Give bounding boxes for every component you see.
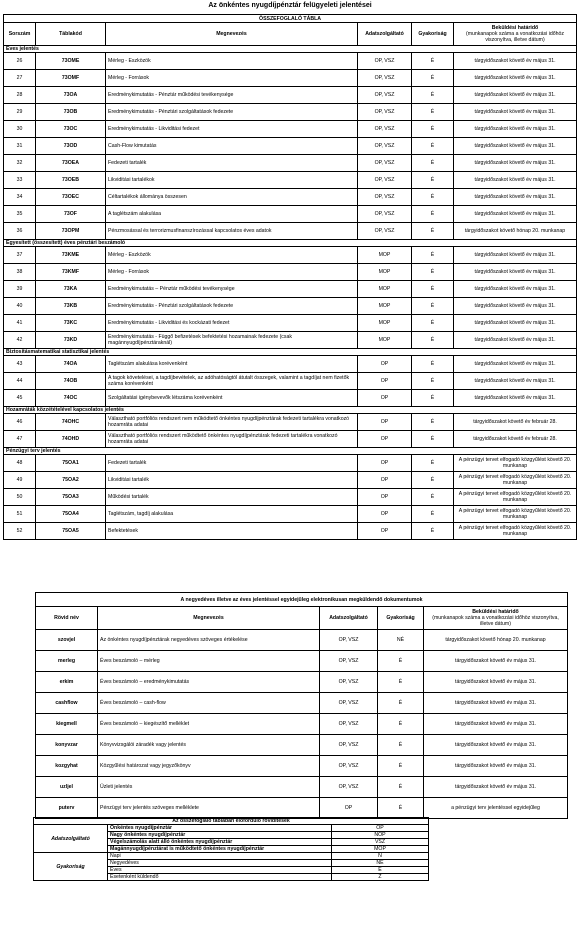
table-row <box>36 651 568 672</box>
deadline: tárgyidőszakot követő év május 31. <box>424 693 568 714</box>
document-description: Éves beszámoló – cash-flow <box>98 693 320 714</box>
col-header: Táblakód <box>36 23 106 46</box>
row-description: Taglétszám alakulása korévenként <box>106 356 358 373</box>
table-code: 75OA1 <box>36 455 106 472</box>
row-description: Cash-Flow kimutatás <box>106 138 358 155</box>
frequency: NÉ <box>378 630 424 651</box>
table-code: 75OA5 <box>36 523 106 540</box>
abbrev-meaning: Éves <box>108 867 332 874</box>
deadline: tárgyidőszakot követő év február 28. <box>454 431 577 448</box>
summary-table <box>3 14 577 540</box>
frequency: É <box>412 223 454 240</box>
deadline: tárgyidőszakot követő év május 31. <box>454 189 577 206</box>
abbrev-meaning: Magánnyugdíjpénztárat is működtető önkéntes nyugdíjpénztár <box>108 846 332 853</box>
table-row <box>4 223 577 240</box>
table-row <box>4 414 577 431</box>
row-description: Eredménykimutatás - Likviditási és kockázati fedezet <box>106 315 358 332</box>
data-provider: OP, VSZ <box>358 104 412 121</box>
table-code: 73OD <box>36 138 106 155</box>
table-row <box>4 121 577 138</box>
frequency: É <box>378 714 424 735</box>
deadline: tárgyidőszakot követő év május 31. <box>424 651 568 672</box>
table-row <box>36 777 568 798</box>
data-provider: OP, VSZ <box>358 121 412 138</box>
row-number: 35 <box>4 206 36 223</box>
page-title: Az önkéntes nyugdíjpénztár felügyeleti jelentései <box>208 2 372 9</box>
deadline: tárgyidőszakot követő év május 31. <box>454 247 577 264</box>
deadline: tárgyidőszakot követő hónap 20. munkanap <box>424 630 568 651</box>
data-provider: OP, VSZ <box>358 189 412 206</box>
row-number: 41 <box>4 315 36 332</box>
deadline: tárgyidőszakot követő év május 31. <box>454 281 577 298</box>
row-description: Likviditási tartalék <box>106 472 358 489</box>
table-code: 74OHC <box>36 414 106 431</box>
row-number: 28 <box>4 87 36 104</box>
deadline: A pénzügyi tervet elfogadó közgyűlést követő 20. munkanap <box>454 506 577 523</box>
table-row <box>4 315 577 332</box>
document-description: Közgyűlési határozat vagy jegyzőkönyv <box>98 756 320 777</box>
col-header: Megnevezés <box>98 607 320 630</box>
data-provider: OP, VSZ <box>358 223 412 240</box>
table-code: 73KMF <box>36 264 106 281</box>
abbrev-code: OP <box>332 825 429 832</box>
data-provider: OP, VSZ <box>320 714 378 735</box>
row-description: Fedezeti tartalék <box>106 155 358 172</box>
row-description: Mérleg - Források <box>106 264 358 281</box>
row-number: 47 <box>4 431 36 448</box>
col-header-deadline <box>454 23 577 46</box>
frequency: É <box>412 506 454 523</box>
data-provider: MOP <box>358 298 412 315</box>
deadline: a pénzügyi terv jelentéssel egyidejűleg <box>424 798 568 819</box>
deadline: A pénzügyi tervet elfogadó közgyűlést követő 20. munkanap <box>454 523 577 540</box>
table-row <box>36 798 568 819</box>
table-row <box>4 70 577 87</box>
deadline: tárgyidőszakot követő év február 28. <box>454 414 577 431</box>
frequency: É <box>378 777 424 798</box>
col-header: Gyakoriság <box>412 23 454 46</box>
row-description: Eredménykimutatás - Pénztár működési tevékenysége <box>106 87 358 104</box>
section-row <box>4 240 577 247</box>
frequency: É <box>412 70 454 87</box>
section-row <box>4 448 577 455</box>
deadline: tárgyidőszakot követő év május 31. <box>454 104 577 121</box>
table-code: 73KD <box>36 332 106 349</box>
row-description: Fedezeti tartalék <box>106 455 358 472</box>
deadline: tárgyidőszakot követő év május 31. <box>454 70 577 87</box>
document-description: Az önkéntes nyugdíjpénztárak negyedéves szöveges értékelése <box>98 630 320 651</box>
row-description: Választható portfóliós rendszert nem működtető önkéntes nyugdíjpénztárak fedezeti tartalékra vonatkozó hozamráta adatai <box>106 414 358 431</box>
section-row <box>4 407 577 414</box>
table-row <box>4 189 577 206</box>
deadline: A pénzügyi tervet elfogadó közgyűlést követő 20. munkanap <box>454 489 577 506</box>
documents-title: A negyedéves illetve az éves jelentéssel egyidejűleg elektronikusan megküldendő dokumentumok <box>36 593 568 607</box>
deadline: tárgyidőszakot követő év május 31. <box>424 714 568 735</box>
table-code: 73OEA <box>36 155 106 172</box>
table-row <box>4 373 577 390</box>
deadline: tárgyidőszakot követő év május 31. <box>424 756 568 777</box>
frequency: É <box>378 756 424 777</box>
data-provider: OP, VSZ <box>320 630 378 651</box>
frequency: É <box>412 138 454 155</box>
abbrev-meaning: Negyedéves <box>108 860 332 867</box>
deadline: tárgyidőszakot követő év május 31. <box>424 735 568 756</box>
row-description: Eredménykimutatás - Függő befizetések befektetési hozamainak fedezete (csak magánnyugdíjpénztáraknál) <box>106 332 358 349</box>
frequency: É <box>412 281 454 298</box>
section-label: Biztosításmatematikai statisztikai jelentés <box>4 349 577 356</box>
col-header: Megnevezés <box>106 23 358 46</box>
table-row <box>4 431 577 448</box>
row-number: 37 <box>4 247 36 264</box>
frequency: É <box>412 390 454 407</box>
table-row <box>36 693 568 714</box>
row-description: Taglétszám, tagdíj alakulása <box>106 506 358 523</box>
frequency: É <box>412 172 454 189</box>
deadline: tárgyidőszakot követő év május 31. <box>454 172 577 189</box>
data-provider: OP <box>358 373 412 390</box>
row-number: 31 <box>4 138 36 155</box>
table-code: 74OB <box>36 373 106 390</box>
frequency: É <box>412 87 454 104</box>
deadline-header-note: (munkanapok száma a vonatkozási időhöz viszonyítva, illetve dátum) <box>465 31 565 43</box>
table-row <box>36 630 568 651</box>
table-row <box>4 390 577 407</box>
deadline: tárgyidőszakot követő év május 31. <box>454 298 577 315</box>
abbreviations-title: Az összefoglaló táblában előforduló rövidítések <box>34 818 429 825</box>
section-label: Hozamráták közzétételével kapcsolatos jelentés <box>4 407 577 414</box>
row-number: 45 <box>4 390 36 407</box>
table-code: 73OMF <box>36 70 106 87</box>
table-row <box>4 247 577 264</box>
row-number: 30 <box>4 121 36 138</box>
col-header: Gyakoriság <box>378 607 424 630</box>
row-description: Működési tartalék <box>106 489 358 506</box>
row-number: 36 <box>4 223 36 240</box>
section-row <box>4 349 577 356</box>
short-name: szovjel <box>36 630 98 651</box>
col-header-deadline <box>424 607 568 630</box>
table-code: 73OPM <box>36 223 106 240</box>
table-row <box>4 506 577 523</box>
row-number: 38 <box>4 264 36 281</box>
frequency: É <box>412 155 454 172</box>
row-number: 27 <box>4 70 36 87</box>
row-description: A tagok követelései, a tagdíjbevételek, az adóhatóságtól átutalt összegek, valamint a tagdíjat nem fizetők száma korévenként <box>106 373 358 390</box>
section-label: Pénzügyi terv jelentés <box>4 448 577 455</box>
row-description: Pénzmosással és terrorizmusfinanszírozással kapcsolatos éves adatok <box>106 223 358 240</box>
data-provider: OP <box>358 506 412 523</box>
frequency: É <box>412 53 454 70</box>
document-description: Pénzügyi terv jelentés szöveges melléklete <box>98 798 320 819</box>
group-label: Gyakoriság <box>34 853 108 881</box>
row-number: 29 <box>4 104 36 121</box>
abbrev-code: VSZ <box>332 839 429 846</box>
deadline-header-label: Beküldési határidő <box>491 25 539 31</box>
data-provider: OP <box>358 455 412 472</box>
frequency: É <box>378 735 424 756</box>
row-description: Befektetések <box>106 523 358 540</box>
abbrev-code: Z <box>332 874 429 881</box>
data-provider: OP, VSZ <box>358 138 412 155</box>
deadline: tárgyidőszakot követő év május 31. <box>454 121 577 138</box>
table-code: 73OF <box>36 206 106 223</box>
table-row <box>4 104 577 121</box>
abbrev-code: NÉ <box>332 860 429 867</box>
frequency: É <box>412 121 454 138</box>
row-number: 49 <box>4 472 36 489</box>
deadline: tárgyidőszakot követő hónap 20. munkanap <box>454 223 577 240</box>
short-name: puterv <box>36 798 98 819</box>
row-number: 42 <box>4 332 36 349</box>
deadline: A pénzügyi tervet elfogadó közgyűlést követő 20. munkanap <box>454 472 577 489</box>
short-name: merleg <box>36 651 98 672</box>
row-description: Szolgáltatási igénybevevők létszáma korévenként <box>106 390 358 407</box>
data-provider: OP, VSZ <box>320 735 378 756</box>
data-provider: OP <box>358 431 412 448</box>
deadline: tárgyidőszakot követő év május 31. <box>454 206 577 223</box>
short-name: kiegmell <box>36 714 98 735</box>
row-description: Eredménykimutatás - Likviditási fedezet <box>106 121 358 138</box>
frequency: É <box>412 264 454 281</box>
row-description: Mérleg - Eszközök <box>106 247 358 264</box>
data-provider: OP, VSZ <box>358 206 412 223</box>
row-description: Mérleg - Eszközök <box>106 53 358 70</box>
frequency: É <box>412 298 454 315</box>
document-description: Éves beszámoló – kiegészítő melléklet <box>98 714 320 735</box>
frequency: É <box>412 455 454 472</box>
row-number: 46 <box>4 414 36 431</box>
row-description: A taglétszám alakulása <box>106 206 358 223</box>
frequency: É <box>412 414 454 431</box>
row-description: Céltartalékok állománya összesen <box>106 189 358 206</box>
data-provider: MOP <box>358 247 412 264</box>
data-provider: MOP <box>358 264 412 281</box>
table-row <box>4 332 577 349</box>
frequency: É <box>412 489 454 506</box>
deadline: tárgyidőszakot követő év május 31. <box>454 138 577 155</box>
data-provider: MOP <box>358 315 412 332</box>
frequency: É <box>378 651 424 672</box>
table-code: 73OEC <box>36 189 106 206</box>
table-row <box>4 172 577 189</box>
abbrev-code: MOP <box>332 846 429 853</box>
data-provider: OP, VSZ <box>320 693 378 714</box>
document-description: Üzleti jelentés <box>98 777 320 798</box>
section-label: Éves jelentés <box>4 46 577 53</box>
table-code: 73KA <box>36 281 106 298</box>
row-description: Likviditási tartalékok <box>106 172 358 189</box>
table-row <box>4 523 577 540</box>
frequency: É <box>378 672 424 693</box>
table-row <box>36 756 568 777</box>
frequency: É <box>412 189 454 206</box>
table-row <box>4 281 577 298</box>
table-row <box>34 825 429 832</box>
deadline: A pénzügyi tervet elfogadó közgyűlést követő 20. munkanap <box>454 455 577 472</box>
row-description: Mérleg - Források <box>106 70 358 87</box>
frequency: É <box>378 693 424 714</box>
row-description: Választható portfóliós rendszert működtető önkéntes nyugdíjpénztárak fedezeti tartalékra vonatkozó hozamráta adatai <box>106 431 358 448</box>
deadline: tárgyidőszakot követő év május 31. <box>424 672 568 693</box>
data-provider: OP, VSZ <box>358 172 412 189</box>
deadline: tárgyidőszakot követő év május 31. <box>454 373 577 390</box>
section-label: Egyesített (összesített) éves pénztári beszámoló <box>4 240 577 247</box>
table-code: 73KB <box>36 298 106 315</box>
document-description: Éves beszámoló – mérleg <box>98 651 320 672</box>
frequency: É <box>412 373 454 390</box>
row-number: 50 <box>4 489 36 506</box>
row-description: Eredménykimutatás - Pénztári szolgáltatások fedezete <box>106 298 358 315</box>
table-code: 75OA2 <box>36 472 106 489</box>
short-name: kozgyhat <box>36 756 98 777</box>
data-provider: OP, VSZ <box>320 777 378 798</box>
table-row <box>4 298 577 315</box>
table-code: 73OA <box>36 87 106 104</box>
table-code: 75OA3 <box>36 489 106 506</box>
frequency: É <box>412 315 454 332</box>
table-row <box>36 714 568 735</box>
section-row <box>4 46 577 53</box>
table-code: 74OHD <box>36 431 106 448</box>
deadline-header-label: Beküldési határidő <box>472 609 519 615</box>
deadline: tárgyidőszakot követő év május 31. <box>454 87 577 104</box>
table-row <box>36 672 568 693</box>
data-provider: OP, VSZ <box>358 87 412 104</box>
frequency: É <box>412 431 454 448</box>
abbrev-meaning: Végelszámolás alatt álló önkéntes nyugdíjpénztár <box>108 839 332 846</box>
row-number: 26 <box>4 53 36 70</box>
table-row <box>4 455 577 472</box>
table-code: 73OC <box>36 121 106 138</box>
table-row <box>34 853 429 860</box>
row-number: 43 <box>4 356 36 373</box>
frequency: É <box>412 247 454 264</box>
frequency: É <box>412 523 454 540</box>
data-provider: OP, VSZ <box>320 672 378 693</box>
abbreviations-table <box>33 817 429 881</box>
col-header: Rövid név <box>36 607 98 630</box>
document-description: Éves beszámoló – eredménykimutatás <box>98 672 320 693</box>
row-number: 34 <box>4 189 36 206</box>
short-name: cashflow <box>36 693 98 714</box>
summary-title: ÖSSZEFOGLALÓ TÁBLA <box>4 15 577 23</box>
data-provider: OP <box>320 798 378 819</box>
table-row <box>4 155 577 172</box>
deadline: tárgyidőszakot követő év május 31. <box>454 390 577 407</box>
abbrev-meaning: Esetenként küldendő <box>108 874 332 881</box>
abbrev-meaning: Önkéntes nyugdíjpénztár <box>108 825 332 832</box>
row-description: Eredménykimutatás - Pénztári szolgáltatások fedezete <box>106 104 358 121</box>
data-provider: OP, VSZ <box>358 155 412 172</box>
table-code: 73OME <box>36 53 106 70</box>
data-provider: OP <box>358 489 412 506</box>
table-row <box>4 53 577 70</box>
group-label: Adatszolgáltató <box>34 825 108 853</box>
abbrev-code: É <box>332 867 429 874</box>
table-code: 74OC <box>36 390 106 407</box>
deadline-header-note: (munkanapok száma a vonatkozási időhöz viszonyítva, illetve dátum) <box>432 615 559 627</box>
table-code: 74OA <box>36 356 106 373</box>
abbrev-code: NOP <box>332 832 429 839</box>
short-name: erkim <box>36 672 98 693</box>
deadline: tárgyidőszakot követő év május 31. <box>454 155 577 172</box>
data-provider: OP <box>358 472 412 489</box>
col-header: Sorszám <box>4 23 36 46</box>
table-code: 73OB <box>36 104 106 121</box>
data-provider: OP, VSZ <box>358 70 412 87</box>
table-code: 75OA4 <box>36 506 106 523</box>
short-name: uzljel <box>36 777 98 798</box>
table-row <box>4 472 577 489</box>
frequency: É <box>412 104 454 121</box>
row-number: 32 <box>4 155 36 172</box>
deadline: tárgyidőszakot követő év május 31. <box>454 315 577 332</box>
row-description: Eredménykimutatás – Pénztár működési tevékenysége <box>106 281 358 298</box>
table-code: 73KC <box>36 315 106 332</box>
data-provider: OP <box>358 356 412 373</box>
data-provider: OP <box>358 414 412 431</box>
row-number: 39 <box>4 281 36 298</box>
documents-table <box>35 592 568 819</box>
deadline: tárgyidőszakot követő év május 31. <box>454 264 577 281</box>
table-row <box>4 87 577 104</box>
data-provider: OP, VSZ <box>320 756 378 777</box>
col-header: Adatszolgáltató <box>358 23 412 46</box>
data-provider: OP, VSZ <box>320 651 378 672</box>
row-number: 51 <box>4 506 36 523</box>
deadline: tárgyidőszakot követő év május 31. <box>454 332 577 349</box>
abbrev-meaning: Napi <box>108 853 332 860</box>
table-code: 73KME <box>36 247 106 264</box>
row-number: 44 <box>4 373 36 390</box>
deadline: tárgyidőszakot követő év május 31. <box>454 356 577 373</box>
frequency: É <box>378 798 424 819</box>
row-number: 40 <box>4 298 36 315</box>
row-number: 33 <box>4 172 36 189</box>
data-provider: MOP <box>358 281 412 298</box>
deadline: tárgyidőszakot követő év május 31. <box>424 777 568 798</box>
frequency: É <box>412 206 454 223</box>
frequency: É <box>412 472 454 489</box>
deadline: tárgyidőszakot követő év május 31. <box>454 53 577 70</box>
document-description: Könyvvizsgálói záradék vagy jelentés <box>98 735 320 756</box>
table-row <box>4 264 577 281</box>
table-row <box>4 138 577 155</box>
table-row <box>4 489 577 506</box>
table-code: 73OEB <box>36 172 106 189</box>
data-provider: OP <box>358 390 412 407</box>
frequency: É <box>412 356 454 373</box>
data-provider: MOP <box>358 332 412 349</box>
data-provider: OP, VSZ <box>358 53 412 70</box>
data-provider: OP <box>358 523 412 540</box>
table-row <box>4 206 577 223</box>
short-name: konyvzar <box>36 735 98 756</box>
table-row <box>4 356 577 373</box>
row-number: 48 <box>4 455 36 472</box>
col-header: Adatszolgáltató <box>320 607 378 630</box>
table-row <box>36 735 568 756</box>
frequency: É <box>412 332 454 349</box>
row-number: 52 <box>4 523 36 540</box>
abbrev-meaning: Nagy önkéntes nyugdíjpénztár <box>108 832 332 839</box>
abbrev-code: N <box>332 853 429 860</box>
